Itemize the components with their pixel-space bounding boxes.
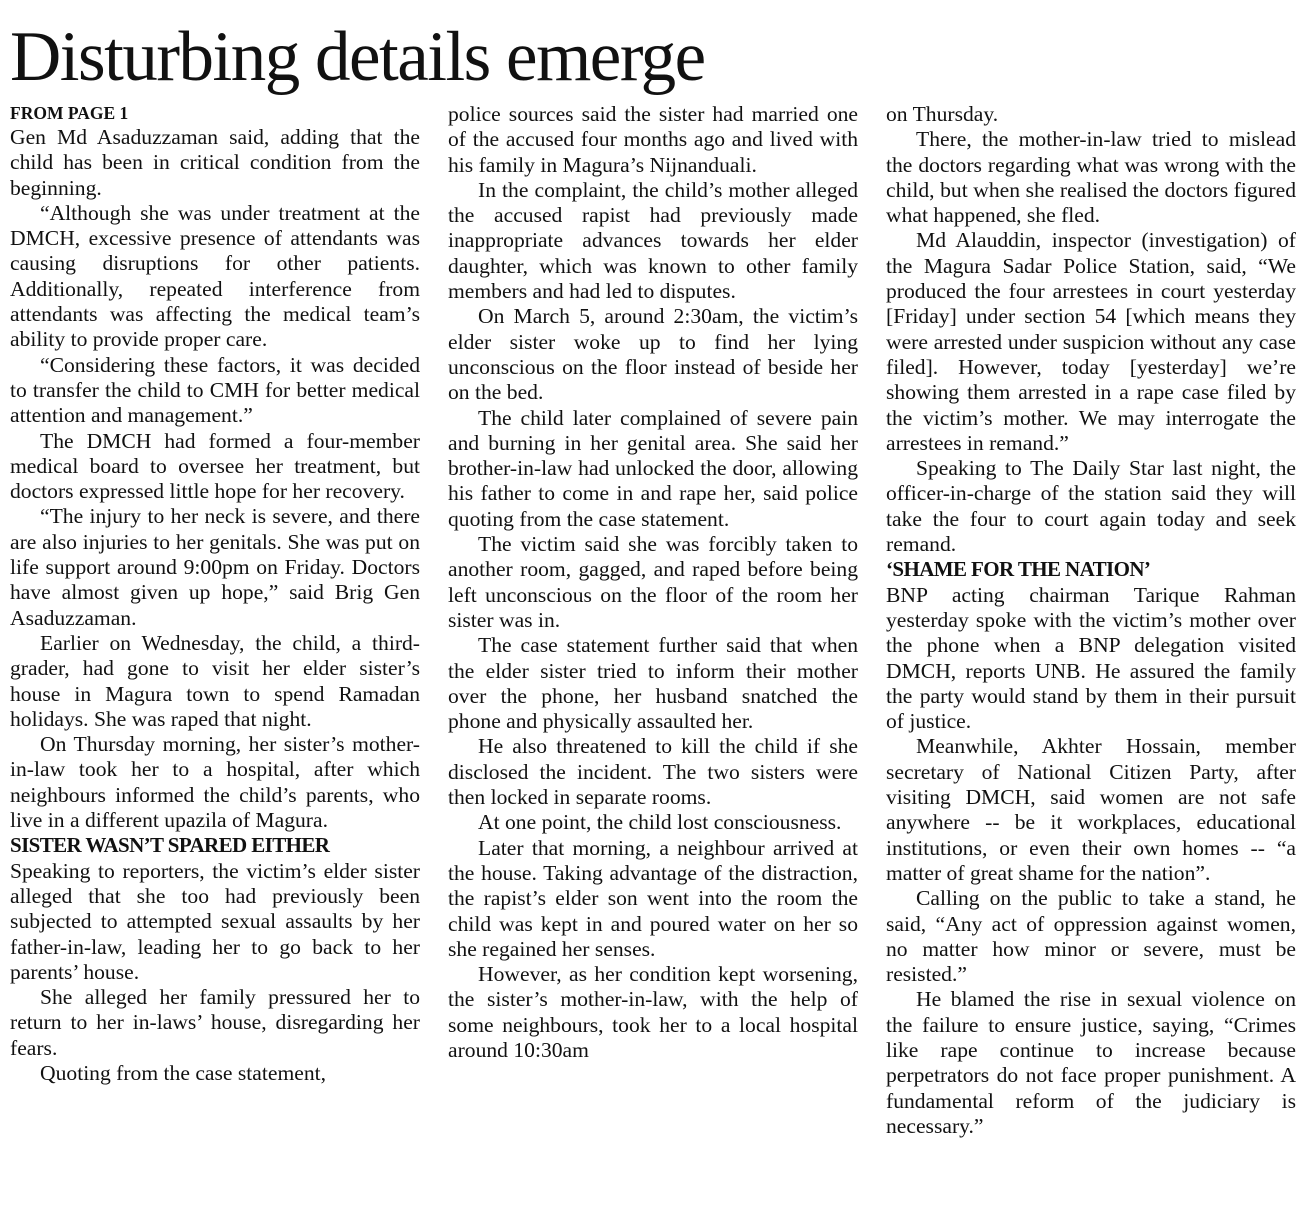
paragraph: Quoting from the case statement, bbox=[40, 1060, 327, 1085]
paragraph: There, the mother-in-law tried to mislead the doctors regarding what was wrong with the child, but when she realised the doctors figured what happened, she fled. bbox=[886, 127, 1296, 228]
paragraph: Speaking to reporters, the victim’s elder sister alleged that she too had previously been subjected to attempted sexual assaults by her father-in-law, leading her to go back to her parents’ house. bbox=[10, 858, 420, 984]
article-column-3 bbox=[886, 102, 1296, 1139]
kicker-from-page-1: FROM PAGE 1 bbox=[10, 103, 129, 123]
paragraph: Meanwhile, Akhter Hossain, member secretary of National Citizen Party, after visiting DMCH, said women are not safe anywhere -- be it workplaces, educational institutions, or even their own homes -- “a matter of great shame for the nation”. bbox=[886, 734, 1296, 885]
article-column-2 bbox=[448, 102, 858, 1063]
paragraph: At one point, the child lost consciousness. bbox=[478, 810, 842, 835]
paragraph: The DMCH had formed a four-member medical board to oversee her treatment, but doctors expressed little hope for her recovery. bbox=[10, 428, 420, 504]
paragraph: Calling on the public to take a stand, he said, “Any act of oppression against women, no matter how minor or severe, must be resisted.” bbox=[886, 886, 1296, 987]
section-subhead: SISTER WASN’T SPARED EITHER bbox=[10, 833, 330, 858]
paragraph: He blamed the rise in sexual violence on the failure to ensure justice, saying, “Crimes like rape continue to increase because perpetrators do not face proper punishment. A fundamental reform of the judiciary is necessary.” bbox=[886, 987, 1296, 1138]
paragraph: The case statement further said that when the elder sister tried to inform their mother over the phone, her husband snatched the phone and physically assaulted her. bbox=[448, 633, 858, 734]
paragraph: Earlier on Wednesday, the child, a third-grader, had gone to visit her elder sister’s house in Magura town to spend Ramadan holidays. She was raped that night. bbox=[10, 630, 420, 731]
paragraph: Speaking to The Daily Star last night, the officer-in-charge of the station said they will take the four to court again today and seek remand. bbox=[886, 456, 1296, 557]
paragraph: Later that morning, a neighbour arrived at the house. Taking advantage of the distraction, the rapist’s elder son went into the room the child was kept in and poured water on her so she regained her senses. bbox=[448, 835, 858, 961]
paragraph: In the complaint, the child’s mother alleged the accused rapist had previously made inappropriate advances towards her elder daughter, which was known to other family members and had led to disputes. bbox=[448, 177, 858, 304]
paragraph: “The injury to her neck is severe, and there are also injuries to her genitals. She was put on life support around 9:00pm on Friday. Doctors have almost given up hope,” said Brig Gen Asaduzzaman. bbox=[10, 504, 420, 630]
paragraph: She alleged her family pressured her to return to her in-laws’ house, disregarding her fears. bbox=[10, 985, 420, 1060]
section-subhead: ‘SHAME FOR THE NATION’ bbox=[886, 557, 1151, 582]
paragraph: The child later complained of severe pain and burning in her genital area. She said her brother-in-law had unlocked the door, allowing his father to come in and rape her, said police quoting from the case statement. bbox=[448, 405, 858, 531]
headline: Disturbing details emerge bbox=[10, 18, 705, 96]
paragraph: BNP acting chairman Tarique Rahman yesterday spoke with the victim’s mother over the phone when a BNP delegation visited DMCH, reports UNB. He assured the family the party would stand by them in their pursuit of justice. bbox=[886, 582, 1296, 734]
article-column-1 bbox=[10, 102, 420, 1086]
paragraph: He also threatened to kill the child if she disclosed the incident. The two sisters were then locked in separate rooms. bbox=[448, 734, 858, 810]
paragraph: “Considering these factors, it was decided to transfer the child to CMH for better medical attention and management.” bbox=[10, 352, 420, 428]
paragraph: Gen Md Asaduzzaman said, adding that the child has been in critical condition from the beginning. bbox=[10, 125, 420, 200]
paragraph: “Although she was under treatment at the DMCH, excessive presence of attendants was causing disruptions for other patients. Additionally, repeated interference from attendants was affecting the medical team’s ability to provide proper care. bbox=[10, 200, 420, 352]
paragraph: The victim said she was forcibly taken to another room, gagged, and raped before being left unconscious on the floor of the room her sister was in. bbox=[448, 532, 858, 632]
paragraph: However, as her condition kept worsening, the sister’s mother-in-law, with the help of some neighbours, took her to a local hospital around 10:30am bbox=[448, 962, 858, 1062]
paragraph: Md Alauddin, inspector (investigation) of the Magura Sadar Police Station, said, “We produced the four arrestees in court yesterday [Friday] under section 54 [which means they were arrested under suspicion without any case filed]. However, today [yesterday] we’re showing them arrested in a rape case filed by the victim’s mother. We may interrogate the arrestees in remand.” bbox=[886, 228, 1296, 455]
paragraph: on Thursday. bbox=[886, 102, 999, 126]
paragraph: On Thursday morning, her sister’s mother-in-law took her to a hospital, after which neighbours informed the child’s parents, who live in a different upazila of Magura. bbox=[10, 732, 420, 833]
paragraph: police sources said the sister had married one of the accused four months ago and lived with his family in Magura’s Nijnanduali. bbox=[448, 102, 858, 177]
paragraph: On March 5, around 2:30am, the victim’s elder sister woke up to find her lying unconscious on the floor instead of beside her on the bed. bbox=[448, 304, 858, 405]
